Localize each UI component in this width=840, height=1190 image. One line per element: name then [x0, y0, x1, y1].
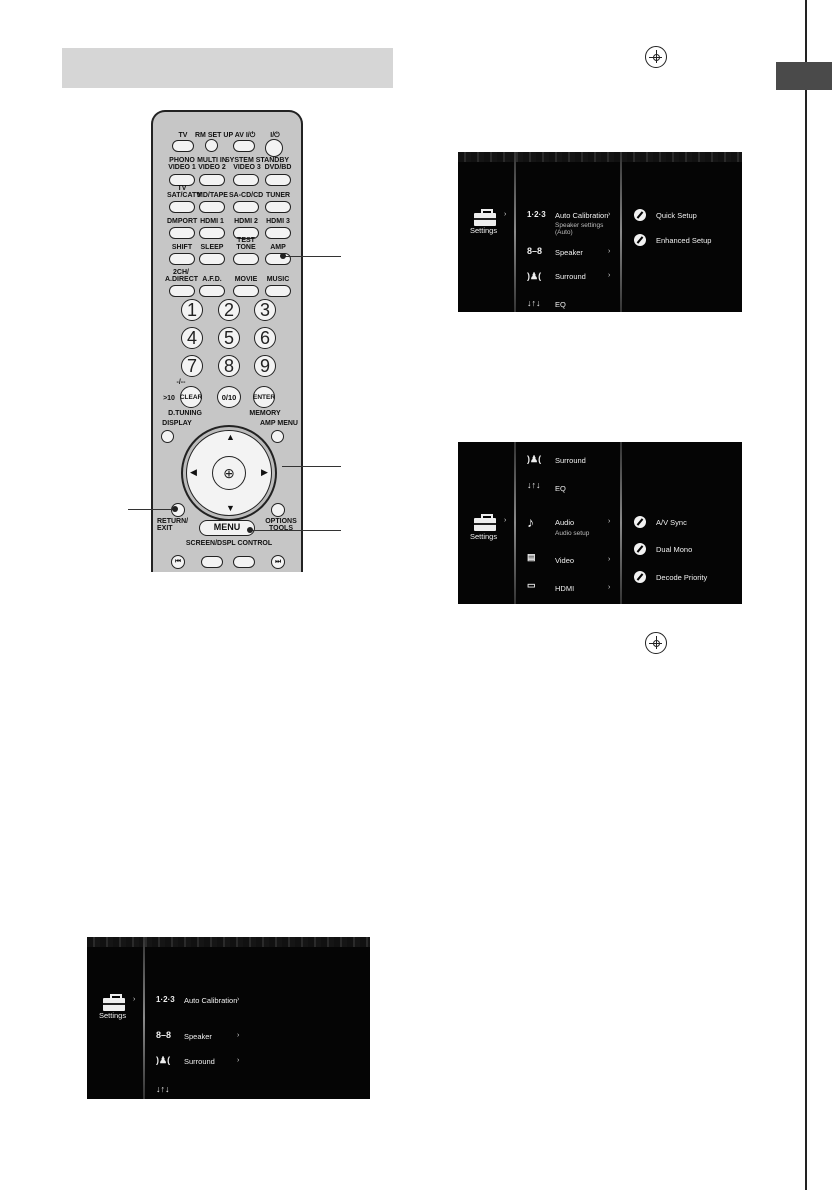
av-power-label: AV I/⏻ [234, 132, 256, 139]
crosshair-icon: ⊕ [223, 464, 235, 481]
screen-noise [87, 937, 370, 947]
chevron-right-icon: › [237, 1032, 240, 1039]
input-label: TUNER [265, 192, 291, 199]
digit-6-button[interactable]: 6 [254, 327, 276, 349]
chevron-right-icon: › [608, 556, 611, 563]
zero-10-button[interactable]: 0/10 [217, 386, 241, 408]
power-label: I/⏻ [270, 132, 280, 139]
input-label: SYSTEM STANDBY VIDEO 3 [225, 157, 290, 171]
amp-menu-button[interactable] [271, 430, 284, 443]
test-tone-label: TEST TONE [236, 237, 256, 251]
left-arrow-button[interactable]: ◀ [190, 467, 197, 477]
chevron-right-icon: › [608, 211, 611, 218]
menu-item-av-sync[interactable]: A/V Sync [656, 518, 687, 527]
menu-item-eq[interactable]: EQ [555, 300, 566, 309]
settings-label: Settings [470, 532, 498, 541]
wrench-icon [634, 234, 646, 246]
movie-label: MOVIE [234, 276, 258, 283]
menu-item-decode-priority[interactable]: Decode Priority [656, 573, 708, 582]
menu-item-video[interactable]: Video [555, 556, 575, 565]
center-enter-button[interactable] [212, 456, 246, 490]
enter-button-icon [645, 46, 667, 68]
options-label: OPTIONS TOOLS [265, 518, 297, 532]
dash-label: -/-- [176, 379, 186, 386]
menu-item-speaker[interactable]: Speaker [184, 1032, 212, 1041]
chevron-right-icon: › [608, 272, 611, 279]
multi-in-video2-button[interactable] [199, 174, 225, 186]
menu-item-auto-calibration[interactable]: Auto Calibration [555, 211, 609, 220]
clear-button[interactable]: CLEAR [180, 386, 202, 408]
input-label: DVD/BD [264, 164, 292, 171]
menu-callout [250, 530, 341, 531]
column-separator [620, 442, 622, 604]
options-button[interactable] [271, 503, 285, 517]
settings-label: Settings [99, 1011, 127, 1020]
enter-button[interactable]: ENTER [253, 386, 275, 408]
rm-setup-label: RM SET UP [195, 132, 234, 139]
audio-icon: ♪ [527, 514, 534, 530]
menu-item-quick-setup[interactable]: Quick Setup [656, 211, 697, 220]
screen-control-label: SCREEN/DSPL CONTROL [185, 540, 273, 547]
auto-calibration-icon: 1·2·3 [527, 210, 546, 219]
music-label: MUSIC [266, 276, 290, 283]
test-tone-button[interactable] [233, 253, 259, 265]
video3-button[interactable] [233, 174, 259, 186]
chevron-right-icon: › [608, 518, 611, 525]
right-arrow-button[interactable]: ▶ [261, 467, 268, 477]
left-scroll-button[interactable] [201, 556, 223, 568]
dtuning-label: D.TUNING [168, 410, 202, 417]
tv-button[interactable] [172, 140, 194, 152]
amp-label: AMP [270, 244, 286, 251]
chevron-right-icon: › [237, 1057, 240, 1064]
afd-button[interactable] [199, 285, 225, 297]
osd-screen-audio [458, 442, 742, 604]
amp-button[interactable] [265, 253, 291, 265]
right-scroll-button[interactable] [233, 556, 255, 568]
digit-2-button[interactable]: 2 [218, 299, 240, 321]
menu-item-hdmi[interactable]: HDMI [555, 584, 575, 593]
wrench-icon [634, 571, 646, 583]
column-separator [514, 152, 516, 312]
hdmi-icon: ▭ [527, 580, 536, 590]
shift-label: SHIFT [171, 244, 193, 251]
chevron-right-icon: › [504, 211, 507, 218]
input-label: HDMI 3 [266, 218, 290, 225]
md-tape-button[interactable] [199, 201, 225, 213]
menu-item-speaker[interactable]: Speaker [555, 248, 583, 257]
menu-button[interactable]: MENU [199, 520, 255, 536]
arrow-callout [282, 466, 341, 467]
memory-label: MEMORY [249, 410, 281, 417]
wrench-icon [634, 516, 646, 528]
music-button[interactable] [265, 285, 291, 297]
digit-8-button[interactable]: 8 [218, 355, 240, 377]
enter-button-icon [645, 632, 667, 654]
input-label: HDMI 2 [234, 218, 258, 225]
menu-item-sub: Audio setup [555, 530, 590, 537]
return-label: RETURN/ EXIT [157, 518, 189, 532]
surround-icon: )♟( [527, 454, 542, 464]
input-label: PHONO VIDEO 1 [168, 157, 196, 171]
column-separator [620, 152, 622, 312]
surround-icon: )♟( [527, 271, 542, 281]
movie-button[interactable] [233, 285, 259, 297]
callout-dot [172, 506, 178, 512]
digit-1-button[interactable]: 1 [181, 299, 203, 321]
menu-item-audio[interactable]: Audio [555, 518, 575, 527]
input-label: MD/TAPE [197, 192, 228, 199]
tv-label: TV [178, 132, 188, 139]
callout-dot [280, 253, 286, 259]
menu-item-enhanced-setup[interactable]: Enhanced Setup [656, 236, 712, 245]
gt10-label: >10 [163, 395, 175, 402]
display-button[interactable] [161, 430, 174, 443]
input-label: TV SAT/CATV [167, 185, 201, 199]
2ch-label: 2CH/ A.DIRECT [165, 269, 199, 283]
next-button[interactable]: ⏭ [271, 555, 285, 569]
wrench-icon [634, 209, 646, 221]
menu-item-eq[interactable]: EQ [555, 484, 566, 493]
eq-icon: ↓↑↓ [156, 1084, 170, 1094]
auto-calibration-icon: 1·2·3 [156, 995, 175, 1004]
menu-item-auto-calibration[interactable]: Auto Calibration [184, 996, 238, 1005]
digit-4-button[interactable]: 4 [181, 327, 203, 349]
heading-bar [62, 48, 393, 88]
page-edge-divider [805, 0, 807, 1190]
input-label: HDMI 1 [200, 218, 224, 225]
display-label: DISPLAY [162, 420, 192, 427]
remote-control [151, 110, 303, 572]
menu-item-dual-mono[interactable]: Dual Mono [656, 545, 693, 554]
menu-item-sub: Speaker settings (Auto) [555, 222, 604, 236]
sat-catv-button[interactable] [169, 201, 195, 213]
menu-item-surround[interactable]: Surround [555, 272, 586, 281]
prev-button[interactable]: ⏮ [171, 555, 185, 569]
screen-noise [458, 152, 742, 162]
hdmi3-button[interactable] [265, 227, 291, 239]
eq-icon: ↓↑↓ [527, 480, 541, 490]
menu-item-surround[interactable]: Surround [184, 1057, 215, 1066]
sleep-button[interactable] [199, 253, 225, 265]
digit-5-button[interactable]: 5 [218, 327, 240, 349]
chevron-right-icon: › [608, 584, 611, 591]
chevron-right-icon: › [608, 248, 611, 255]
menu-item-surround[interactable]: Surround [555, 456, 586, 465]
power-button[interactable] [265, 139, 283, 157]
input-label: DMPORT [167, 218, 198, 225]
digit-7-button[interactable]: 7 [181, 355, 203, 377]
wrench-icon [634, 543, 646, 555]
eq-icon: ↓↑↓ [527, 298, 541, 308]
osd-screen-settings [87, 937, 370, 1099]
hdmi1-button[interactable] [199, 227, 225, 239]
dmport-button[interactable] [169, 227, 195, 239]
video-icon: ▤ [527, 552, 536, 562]
speaker-icon: 8–8 [527, 246, 543, 256]
chevron-right-icon: › [133, 996, 136, 1003]
2ch-adirect-button[interactable] [169, 285, 195, 297]
down-arrow-button[interactable]: ▼ [226, 503, 235, 513]
osd-screen-auto-calibration [458, 152, 742, 312]
tuner-button[interactable] [265, 201, 291, 213]
column-separator [514, 442, 516, 604]
input-label: MULTI IN VIDEO 2 [197, 157, 227, 171]
rm-setup-button[interactable] [205, 139, 218, 152]
return-callout [128, 509, 174, 510]
sleep-label: SLEEP [200, 244, 224, 251]
shift-button[interactable] [169, 253, 195, 265]
amp-callout [283, 256, 341, 257]
callout-dot [247, 527, 253, 533]
section-tab [776, 62, 832, 90]
av-power-button[interactable] [233, 140, 255, 152]
surround-icon: )♟( [156, 1055, 171, 1065]
dvd-bd-button[interactable] [265, 174, 291, 186]
digit-3-button[interactable]: 3 [254, 299, 276, 321]
chevron-right-icon: › [504, 517, 507, 524]
speaker-icon: 8–8 [156, 1030, 172, 1040]
input-label: SA-CD/CD [229, 192, 264, 199]
up-arrow-button[interactable]: ▲ [226, 432, 235, 442]
digit-9-button[interactable]: 9 [254, 355, 276, 377]
settings-label: Settings [470, 226, 498, 235]
amp-menu-label: AMP MENU [260, 420, 298, 427]
sacd-cd-button[interactable] [233, 201, 259, 213]
chevron-right-icon: › [237, 996, 240, 1003]
column-separator [143, 937, 145, 1099]
afd-label: A.F.D. [202, 276, 222, 283]
